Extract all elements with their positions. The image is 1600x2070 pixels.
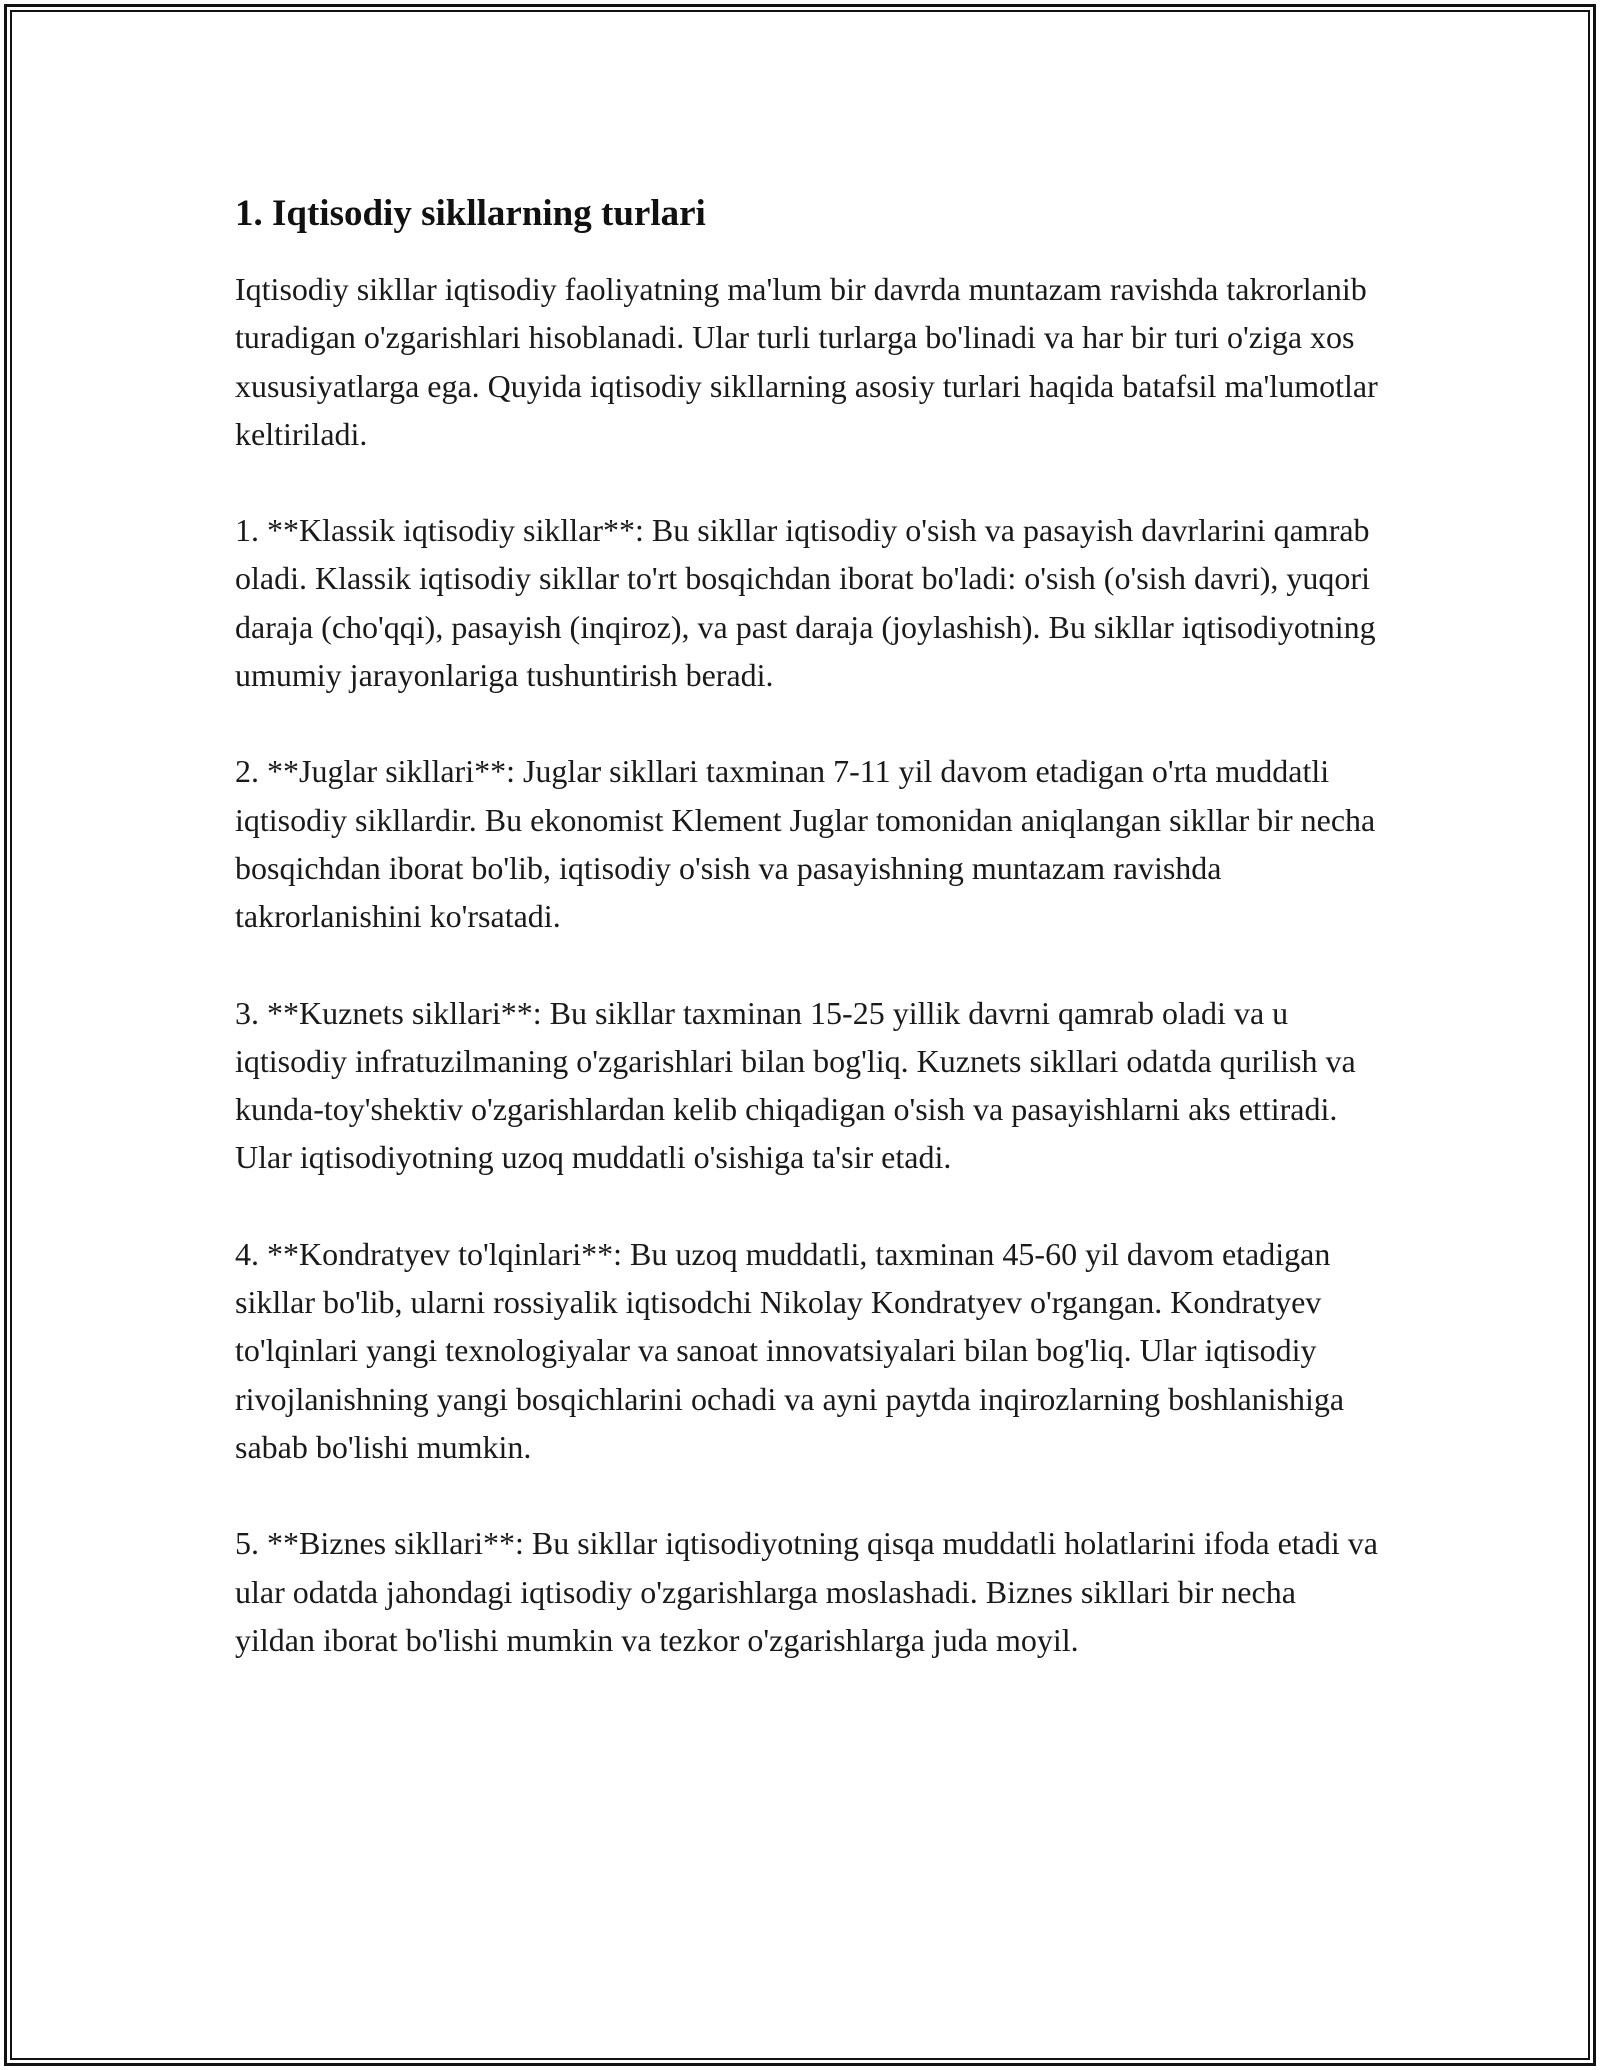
paragraph-classic-cycles: 1. **Klassik iqtisodiy sikllar**: Bu sikllar iqtisodiy o'sish va pasayish davrlarini qamrab oladi. Klassik iqtisodiy sikllar to'rt bosqichdan iborat bo'ladi: o'sish (o'sish davri), yuqori daraja (cho'qqi), pasayish (inqiroz), va past daraja (joylashish). Bu sikllar iqtisodiyotning umumiy jarayonlariga tushuntirish beradi. — [235, 512, 1376, 694]
intro-paragraph: Iqtisodiy sikllar iqtisodiy faoliyatning ma'lum bir davrda muntazam ravishda takrorlanib turadigan o'zgarishlari hisoblanadi. Ular turli turlarga bo'linadi va har bir turi o'ziga xos xususiyatlarga ega. Quyida iqtisodiy sikllarning asosiy turlari haqida batafsil ma'lumotlar keltiriladi. — [235, 271, 1378, 452]
document-body — [235, 185, 1380, 1712]
paragraph-kuznets-cycles: 3. **Kuznets sikllari**: Bu sikllar taxminan 15-25 yillik davrni qamrab oladi va u iqtisodiy infratuzilmaning o'zgarishlari bilan bog'liq. Kuznets sikllari odatda qurilish va kunda-toy'shektiv o'zgarishlardan kelib chiqadigan o'sish va pasayishlarni aks ettiradi. Ular iqtisodiyotning uzoq muddatli o'sishiga ta'sir etadi. — [235, 994, 1356, 1176]
paragraph-kondratyev-waves: 4. **Kondratyev to'lqinlari**: Bu uzoq muddatli, taxminan 45-60 yil davom etadigan sikllar bo'lib, ularni rossiyalik iqtisodchi Nikolay Kondratyev o'rgangan. Kondratyev to'lqinlari yangi texnologiyalar va sanoat innovatsiyalari bilan bog'liq. Ular iqtisodiy rivojlanishning yangi bosqichlarini ochadi va ayni paytda inqirozlarning boshlanishiga sabab bo'lishi mumkin. — [235, 1235, 1345, 1465]
paragraph-business-cycles: 5. **Biznes sikllari**: Bu sikllar iqtisodiyotning qisqa muddatli holatlarini ifoda etadi va ular odatda jahondagi iqtisodiy o'zgarishlarga moslashadi. Biznes sikllari bir necha yildan iborat bo'lishi mumkin va tezkor o'zgarishlarga juda moyil. — [235, 1525, 1378, 1658]
section-heading: 1. Iqtisodiy sikllarning turlari — [235, 193, 706, 234]
paragraph-juglar-cycles: 2. **Juglar sikllari**: Juglar sikllari taxminan 7-11 yil davom etadigan o'rta muddatli iqtisodiy sikllardir. Bu ekonomist Klement Juglar tomonidan aniqlangan sikllar bir necha bosqichdan iborat bo'lib, iqtisodiy o'sish va pasayishning muntazam ravishda takrorlanishini ko'rsatadi. — [235, 753, 1376, 935]
